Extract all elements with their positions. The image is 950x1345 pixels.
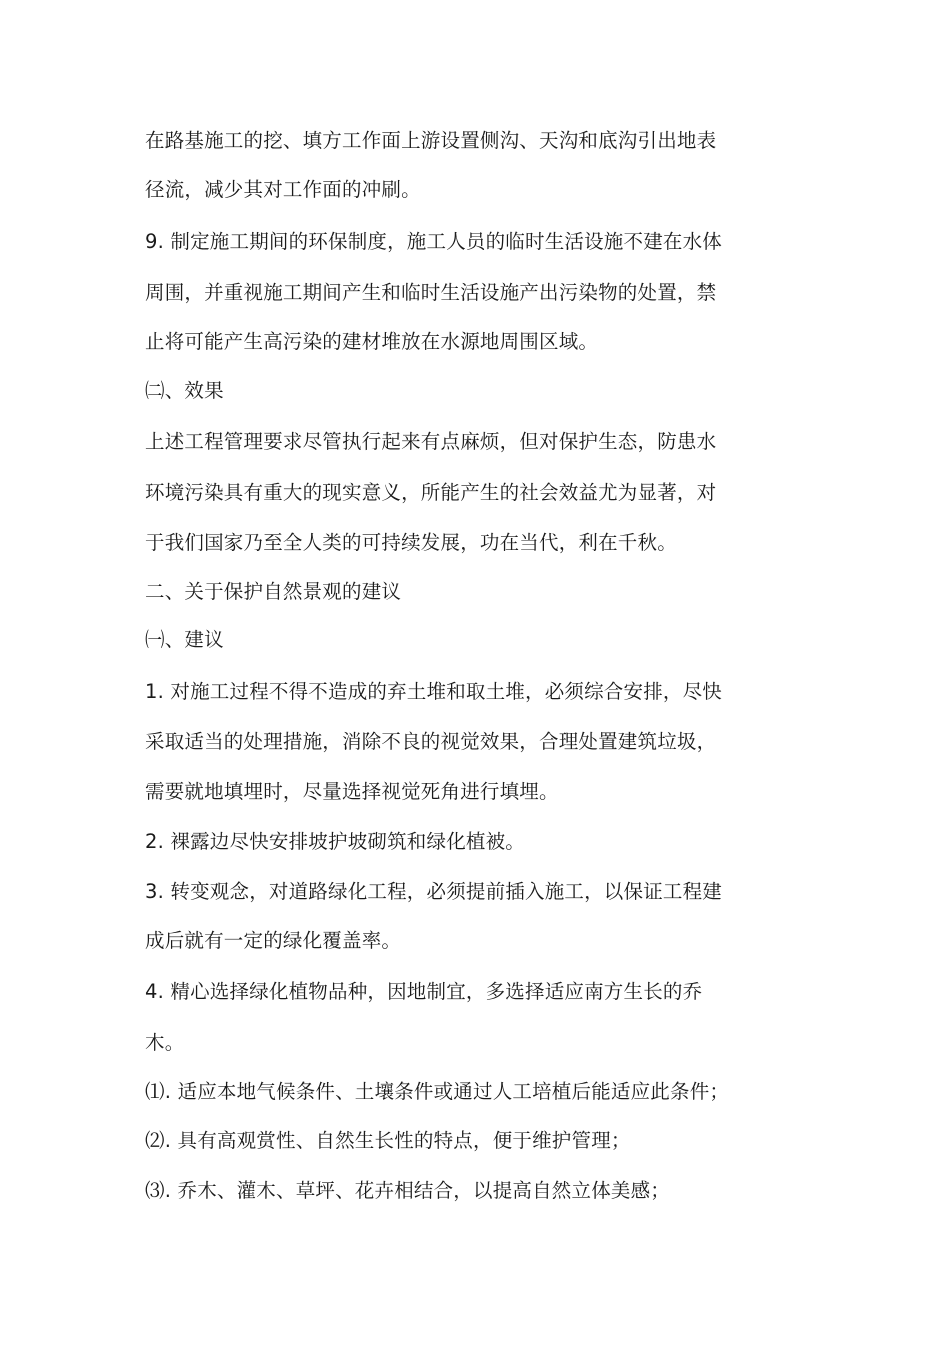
text-line: 于我们国家乃至全人类的可持续发展，功在当代，利在千秋。 [145, 531, 677, 554]
text-line: 止将可能产生高污染的建材堆放在水源地周围区域。 [145, 330, 599, 353]
section-heading: ㈠、建议 [145, 628, 224, 651]
text-line: 3. 转变观念，对道路绿化工程，必须提前插入施工，以保证工程建 [145, 880, 723, 903]
text-line: 1. 对施工过程不得不造成的弃土堆和取土堆，必须综合安排，尽快 [145, 680, 723, 703]
text-line: 径流，减少其对工作面的冲刷。 [145, 178, 421, 201]
text-line: 上述工程管理要求尽管执行起来有点麻烦，但对保护生态，防患水 [145, 430, 717, 453]
text-line: 需要就地填埋时，尽量选择视觉死角进行填埋。 [145, 780, 559, 803]
text-line: 2. 裸露边尽快安排坡护坡砌筑和绿化植被。 [145, 830, 526, 853]
section-heading: ㈡、效果 [145, 379, 224, 402]
text-line: 成后就有一定的绿化覆盖率。 [145, 929, 402, 952]
text-line: 周围，并重视施工期间产生和临时生活设施产出污染物的处置，禁 [145, 281, 717, 304]
text-line: ⑵. 具有高观赏性、自然生长性的特点，便于维护管理； [145, 1129, 631, 1152]
text-line: 环境污染具有重大的现实意义，所能产生的社会效益尤为显著，对 [145, 481, 717, 504]
text-line: 木。 [145, 1031, 185, 1054]
section-heading: 二、关于保护自然景观的建议 [145, 580, 402, 603]
text-line: 采取适当的处理措施，消除不良的视觉效果，合理处置建筑垃圾， [145, 730, 717, 753]
text-line: 9. 制定施工期间的环保制度，施工人员的临时生活设施不建在水体 [145, 230, 723, 253]
text-line: ⑶. 乔木、灌木、草坪、花卉相结合，以提高自然立体美感； [145, 1179, 670, 1202]
text-line: 4. 精心选择绿化植物品种，因地制宜，多选择适应南方生长的乔 [145, 980, 703, 1003]
text-line: 在路基施工的挖、填方工作面上游设置侧沟、天沟和底沟引出地表 [145, 129, 717, 152]
text-line: ⑴. 适应本地气候条件、土壤条件或通过人工培植后能适应此条件； [145, 1080, 730, 1103]
